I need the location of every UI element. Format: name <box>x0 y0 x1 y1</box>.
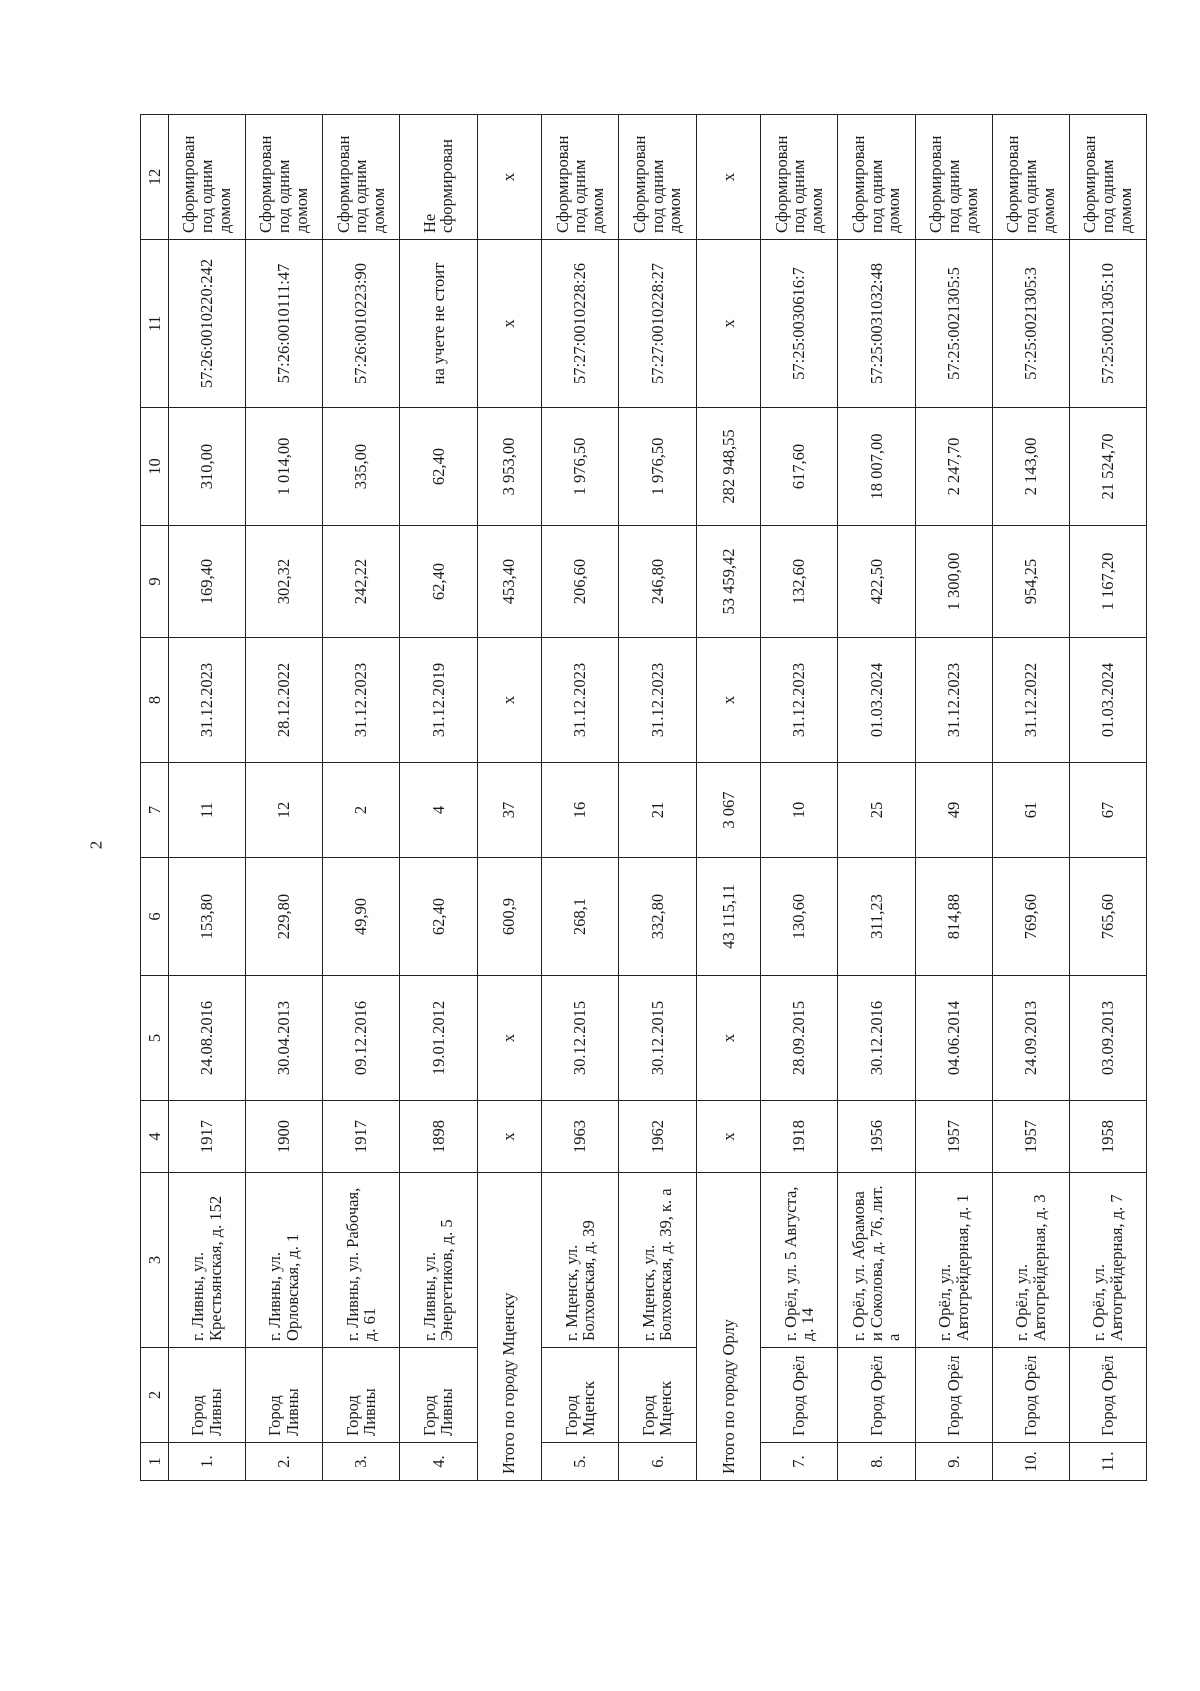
table-cell: 1963 <box>542 1101 619 1173</box>
table-cell: 31.12.2023 <box>542 638 619 763</box>
table-cell: 11 <box>169 763 246 858</box>
table-cell: 9. <box>915 1443 992 1481</box>
table-cell: 422,50 <box>838 526 915 638</box>
column-header-2: 2 <box>141 1348 169 1443</box>
table-cell: 769,60 <box>992 858 1069 976</box>
subtotal-cell: 600,9 <box>477 858 542 976</box>
table-cell: 09.12.2016 <box>323 976 400 1101</box>
subtotal-cell: х <box>696 976 761 1101</box>
table-cell: 1917 <box>323 1101 400 1173</box>
column-header-10: 10 <box>141 408 169 526</box>
table-cell: 25 <box>838 763 915 858</box>
table-cell: 1958 <box>1069 1101 1146 1173</box>
table-row <box>169 115 246 1481</box>
table-cell: 268,1 <box>542 858 619 976</box>
table-cell: Сформирован под одним домом <box>169 115 246 240</box>
table-cell: 1962 <box>619 1101 696 1173</box>
column-header-9: 9 <box>141 526 169 638</box>
table-cell: 31.12.2023 <box>761 638 838 763</box>
table-cell: 332,80 <box>619 858 696 976</box>
subtotal-cell: 43 115,11 <box>696 858 761 976</box>
table-cell: г. Мценск, ул. Болховская, д. 39, к. а <box>619 1173 696 1348</box>
table-cell: 11. <box>1069 1443 1146 1481</box>
column-header-8: 8 <box>141 638 169 763</box>
table-cell: Город Ливны <box>246 1348 323 1443</box>
table-cell: Сформирован под одним домом <box>323 115 400 240</box>
table-cell: г. Орёл, ул. Абрамова и Соколова, д. 76, лит. а <box>838 1173 915 1348</box>
subtotal-cell: х <box>696 1101 761 1173</box>
table-cell: 229,80 <box>246 858 323 976</box>
table-cell: 03.09.2013 <box>1069 976 1146 1101</box>
table-cell: 31.12.2023 <box>915 638 992 763</box>
table-cell: 1898 <box>400 1101 477 1173</box>
table-cell: 242,22 <box>323 526 400 638</box>
table-cell: Город Орёл <box>838 1348 915 1443</box>
table-cell: Сформирован под одним домом <box>246 115 323 240</box>
table-cell: на учете не стоит <box>400 240 477 408</box>
subtotal-cell: х <box>477 976 542 1101</box>
table-cell: 153,80 <box>169 858 246 976</box>
table-cell: г. Ливны, ул. Энергетиков, д. 5 <box>400 1173 477 1348</box>
table-cell: Не сформирован <box>400 115 477 240</box>
rotated-table-container <box>140 115 1147 1481</box>
subtotal-row <box>696 115 761 1481</box>
table-cell: 31.12.2023 <box>169 638 246 763</box>
table-cell: Сформирован под одним домом <box>838 115 915 240</box>
subtotal-cell: х <box>696 638 761 763</box>
table-cell: 31.12.2022 <box>992 638 1069 763</box>
table-cell: 21 <box>619 763 696 858</box>
subtotal-cell: х <box>477 638 542 763</box>
table-cell: Сформирован под одним домом <box>619 115 696 240</box>
table-cell: 814,88 <box>915 858 992 976</box>
table-cell: г. Орёл, ул. Автогрейдерная, д. 7 <box>1069 1173 1146 1348</box>
table-cell: 49,90 <box>323 858 400 976</box>
table-cell: 30.12.2016 <box>838 976 915 1101</box>
table-cell: 1 300,00 <box>915 526 992 638</box>
subtotal-label: Итого по городу Мценску <box>477 1173 542 1481</box>
table-cell: 1957 <box>915 1101 992 1173</box>
subtotal-row <box>477 115 542 1481</box>
table-cell: Город Орёл <box>1069 1348 1146 1443</box>
table-row <box>542 115 619 1481</box>
table-cell: 169,40 <box>169 526 246 638</box>
table-cell: 57:25:0031032:48 <box>838 240 915 408</box>
table-cell: Сформирован под одним домом <box>992 115 1069 240</box>
table-row <box>1069 115 1146 1481</box>
table-cell: 132,60 <box>761 526 838 638</box>
table-cell: 1956 <box>838 1101 915 1173</box>
table-cell: г. Ливны, ул. Рабочая, д. 61 <box>323 1173 400 1348</box>
table-cell: 2. <box>246 1443 323 1481</box>
table-row <box>400 115 477 1481</box>
table-cell: 1 014,00 <box>246 408 323 526</box>
table-cell: 30.12.2015 <box>619 976 696 1101</box>
table-cell: Город Мценск <box>542 1348 619 1443</box>
table-cell: 4. <box>400 1443 477 1481</box>
table-cell: Город Орёл <box>761 1348 838 1443</box>
table-cell: 954,25 <box>992 526 1069 638</box>
table-row <box>323 115 400 1481</box>
table-cell: 57:25:0021305:5 <box>915 240 992 408</box>
table-cell: 617,60 <box>761 408 838 526</box>
subtotal-cell: 282 948,55 <box>696 408 761 526</box>
table-cell: 19.01.2012 <box>400 976 477 1101</box>
subtotal-cell: 53 459,42 <box>696 526 761 638</box>
column-header-11: 11 <box>141 240 169 408</box>
table-cell: г. Мценск, ул. Болховская, д. 39 <box>542 1173 619 1348</box>
table-cell: 1 976,50 <box>542 408 619 526</box>
table-cell: 1 976,50 <box>619 408 696 526</box>
table-cell: 310,00 <box>169 408 246 526</box>
table-cell: 130,60 <box>761 858 838 976</box>
table-cell: 01.03.2024 <box>1069 638 1146 763</box>
table-cell: 1957 <box>992 1101 1069 1173</box>
subtotal-cell: х <box>477 115 542 240</box>
table-cell: 57:26:0010111:47 <box>246 240 323 408</box>
table-cell: 5. <box>542 1443 619 1481</box>
table-cell: 28.09.2015 <box>761 976 838 1101</box>
housing-table <box>140 114 1147 1481</box>
table-cell: 10. <box>992 1443 1069 1481</box>
table-cell: 57:26:0010220:242 <box>169 240 246 408</box>
table-cell: 28.12.2022 <box>246 638 323 763</box>
table-cell: 31.12.2023 <box>619 638 696 763</box>
table-cell: 6. <box>619 1443 696 1481</box>
table-row <box>761 115 838 1481</box>
table-cell: 206,60 <box>542 526 619 638</box>
table-cell: 24.09.2013 <box>992 976 1069 1101</box>
table-cell: Город Мценск <box>619 1348 696 1443</box>
table-cell: 1917 <box>169 1101 246 1173</box>
header-row <box>141 115 169 1481</box>
table-cell: 61 <box>992 763 1069 858</box>
subtotal-cell: 3 953,00 <box>477 408 542 526</box>
table-row <box>915 115 992 1481</box>
table-cell: 311,23 <box>838 858 915 976</box>
table-cell: 49 <box>915 763 992 858</box>
table-cell: 7. <box>761 1443 838 1481</box>
table-row <box>619 115 696 1481</box>
table-cell: 01.03.2024 <box>838 638 915 763</box>
table-cell: 57:27:0010228:26 <box>542 240 619 408</box>
table-cell: г. Ливны, ул. Орловская, д. 1 <box>246 1173 323 1348</box>
table-row <box>992 115 1069 1481</box>
table-cell: 31.12.2023 <box>323 638 400 763</box>
table-cell: 62,40 <box>400 408 477 526</box>
table-cell: 302,32 <box>246 526 323 638</box>
column-header-6: 6 <box>141 858 169 976</box>
table-cell: Город Ливны <box>169 1348 246 1443</box>
column-header-12: 12 <box>141 115 169 240</box>
table-cell: 2 247,70 <box>915 408 992 526</box>
table-cell: г. Орёл, ул. Автогрейдерная, д. 3 <box>992 1173 1069 1348</box>
table-cell: 04.06.2014 <box>915 976 992 1101</box>
table-cell: 2 143,00 <box>992 408 1069 526</box>
table-cell: 57:26:0010223:90 <box>323 240 400 408</box>
table-cell: 1 167,20 <box>1069 526 1146 638</box>
table-cell: 31.12.2019 <box>400 638 477 763</box>
table-cell: 12 <box>246 763 323 858</box>
table-cell: Город Орёл <box>992 1348 1069 1443</box>
column-header-5: 5 <box>141 976 169 1101</box>
table-cell: 18 007,00 <box>838 408 915 526</box>
table-cell: 1900 <box>246 1101 323 1173</box>
table-cell: г. Орёл, ул. 5 Августа, д. 14 <box>761 1173 838 1348</box>
table-cell: Сформирован под одним домом <box>542 115 619 240</box>
column-header-7: 7 <box>141 763 169 858</box>
table-cell: 1918 <box>761 1101 838 1173</box>
table-row <box>838 115 915 1481</box>
table-cell: Сформирован под одним домом <box>761 115 838 240</box>
table-cell: г. Ливны, ул. Крестьянская, д. 152 <box>169 1173 246 1348</box>
subtotal-cell: 37 <box>477 763 542 858</box>
table-cell: 246,80 <box>619 526 696 638</box>
subtotal-cell: х <box>696 115 761 240</box>
table-cell: 30.04.2013 <box>246 976 323 1101</box>
table-cell: 335,00 <box>323 408 400 526</box>
table-cell: 57:25:0021305:10 <box>1069 240 1146 408</box>
subtotal-cell: х <box>696 240 761 408</box>
table-cell: 10 <box>761 763 838 858</box>
table-row <box>246 115 323 1481</box>
page-number: 2 <box>86 840 106 850</box>
table-cell: Сформирован под одним домом <box>1069 115 1146 240</box>
subtotal-label: Итого по городу Орлу <box>696 1173 761 1481</box>
table-cell: 30.12.2015 <box>542 976 619 1101</box>
table-cell: 2 <box>323 763 400 858</box>
table-cell: 765,60 <box>1069 858 1146 976</box>
table-cell: Город Ливны <box>400 1348 477 1443</box>
table-cell: 57:27:0010228:27 <box>619 240 696 408</box>
column-header-3: 3 <box>141 1173 169 1348</box>
subtotal-cell: х <box>477 240 542 408</box>
table-cell: 57:25:0021305:3 <box>992 240 1069 408</box>
table-cell: 57:25:0030616:7 <box>761 240 838 408</box>
column-header-4: 4 <box>141 1101 169 1173</box>
subtotal-cell: 453,40 <box>477 526 542 638</box>
subtotal-cell: 3 067 <box>696 763 761 858</box>
table-cell: Сформирован под одним домом <box>915 115 992 240</box>
table-cell: 8. <box>838 1443 915 1481</box>
table-cell: 62,40 <box>400 526 477 638</box>
table-cell: 3. <box>323 1443 400 1481</box>
table-cell: г. Орёл, ул. Автогрейдерная, д. 1 <box>915 1173 992 1348</box>
table-cell: 24.08.2016 <box>169 976 246 1101</box>
table-cell: Город Орёл <box>915 1348 992 1443</box>
table-cell: 1. <box>169 1443 246 1481</box>
table-cell: 16 <box>542 763 619 858</box>
subtotal-cell: х <box>477 1101 542 1173</box>
table-cell: 67 <box>1069 763 1146 858</box>
table-body <box>169 115 1147 1481</box>
table-cell: 21 524,70 <box>1069 408 1146 526</box>
table-cell: Город Ливны <box>323 1348 400 1443</box>
column-header-1: 1 <box>141 1443 169 1481</box>
table-cell: 62,40 <box>400 858 477 976</box>
table-cell: 4 <box>400 763 477 858</box>
